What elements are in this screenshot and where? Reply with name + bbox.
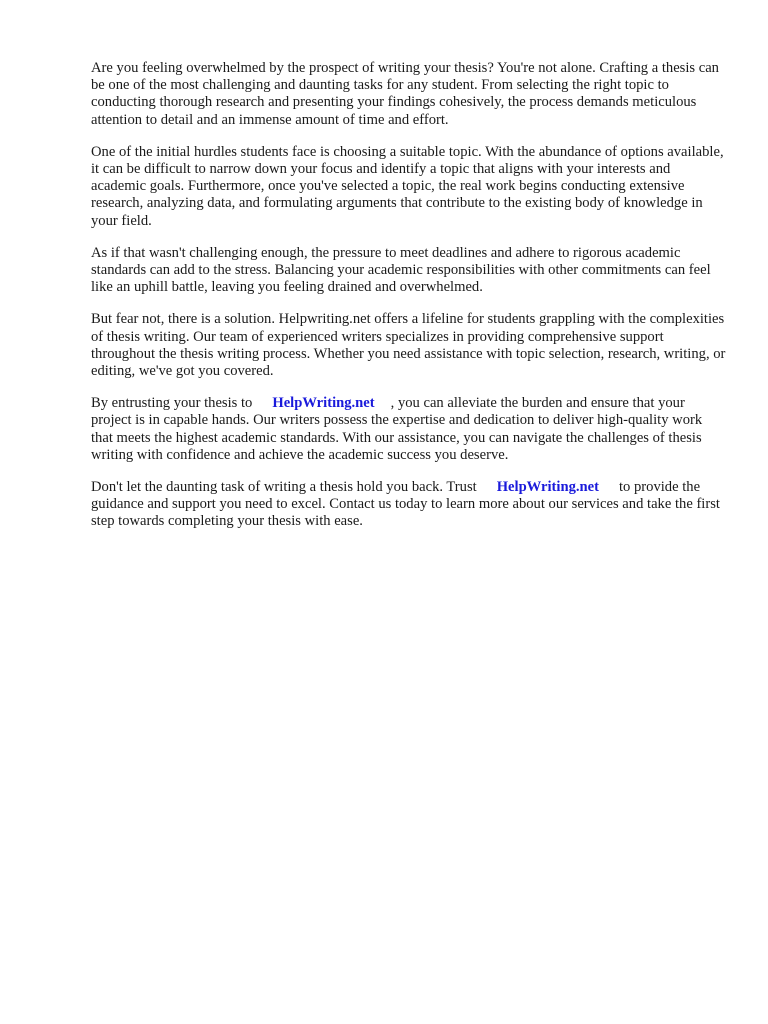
paragraph-intro: Are you feeling overwhelmed by the prospect of writing your thesis? You're not alone. Crafting a thesis can be one of the most challenging and daunting tasks for any student. From selecting the right topic to conducting thorough research and presenting your findings cohesively, the process demands meticulous attention to detail and an immense amount of time and effort. (91, 60, 719, 128)
paragraph-cta-lead: Don't let the daunting task of writing a thesis hold you back. Trust (91, 479, 477, 496)
paragraph-deadlines: As if that wasn't challenging enough, the pressure to meet deadlines and adhere to rigorous academic standards can add to the stress. Balancing your academic responsibilities with other commitments can feel like an uphill battle, leaving you feeling drained and overwhelmed. (91, 244, 711, 296)
paragraph-entrusting-lead: By entrusting your thesis to (91, 395, 253, 412)
paragraph-entrusting (91, 395, 727, 464)
paragraph-entrusting-rest: , you can alleviate the burden and ensure that your project is in capable hands. Our writers possess the expertise and dedication to deliver high-quality work that meets the highest academic standards. With our assistance, you can navigate the challenges of thesis writing with confidence and achieve the academic success you deserve. (91, 395, 703, 463)
paragraph-solution: But fear not, there is a solution. Helpwriting.net offers a lifeline for students grappling with the complexities of thesis writing. Our team of experienced writers specializes in providing comprehensive support throughout the thesis writing process. Whether you need assistance with topic selection, research, writing, or editing, we've got you covered. (91, 311, 726, 380)
helpwriting-link-cta[interactable]: HelpWriting.net (496, 479, 599, 496)
document-body (91, 60, 727, 546)
paragraph-cta-rest: to provide the guidance and support you need to excel. Contact us today to learn more about our services and take the first step towards completing your thesis with ease. (91, 479, 720, 530)
paragraph-call-to-action (91, 479, 727, 531)
paragraph-topic-hurdles: One of the initial hurdles students face is choosing a suitable topic. With the abundance of options available, it can be difficult to narrow down your focus and identify a topic that aligns with your interests and academic goals. Furthermore, once you've selected a topic, the real work begins conducting extensive research, analyzing data, and formulating arguments that contribute to the existing body of knowledge in your field. (91, 143, 724, 229)
helpwriting-link[interactable]: HelpWriting.net (272, 395, 375, 412)
